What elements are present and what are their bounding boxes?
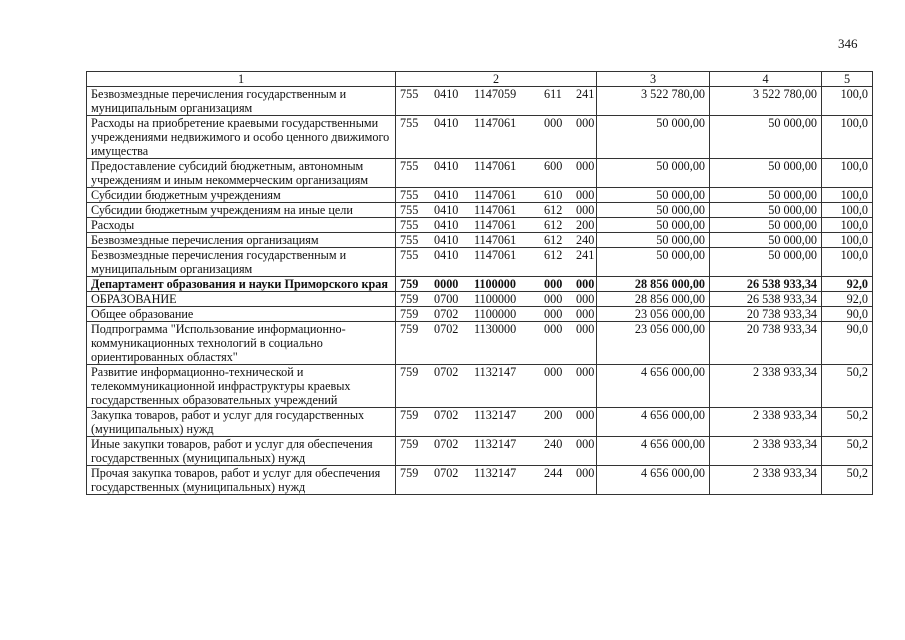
code-type: 000 [544, 307, 563, 321]
code-type: 612 [544, 203, 563, 217]
row-planned-amount: 50 000,00 [597, 159, 710, 188]
code-target: 1132147 [474, 365, 517, 379]
code-admin: 759 [400, 307, 419, 321]
code-kosgu: 000 [576, 307, 595, 321]
code-type: 611 [544, 87, 562, 101]
header-col-5: 5 [822, 72, 873, 87]
row-codes [396, 307, 597, 322]
code-target: 1100000 [474, 307, 517, 321]
row-name: Предоставление субсидий бюджетным, автономным учреждениям и иным некоммерческим организациям [87, 159, 396, 188]
code-admin: 759 [400, 277, 419, 291]
row-executed-amount: 50 000,00 [710, 116, 822, 159]
row-planned-amount: 50 000,00 [597, 188, 710, 203]
code-kosgu: 000 [576, 203, 595, 217]
table-header-row [87, 72, 873, 87]
row-percent: 100,0 [822, 116, 873, 159]
code-admin: 755 [400, 159, 419, 173]
code-type: 000 [544, 322, 563, 336]
code-section: 0410 [434, 87, 459, 101]
row-percent: 100,0 [822, 87, 873, 116]
row-executed-amount: 2 338 933,34 [710, 365, 822, 408]
row-codes [396, 248, 597, 277]
code-admin: 759 [400, 292, 419, 306]
row-percent: 100,0 [822, 218, 873, 233]
table-row [87, 248, 873, 277]
row-planned-amount: 28 856 000,00 [597, 292, 710, 307]
row-codes [396, 233, 597, 248]
row-codes [396, 188, 597, 203]
header-col-1: 1 [87, 72, 396, 87]
row-planned-amount: 50 000,00 [597, 203, 710, 218]
table-row [87, 466, 873, 495]
row-executed-amount: 20 738 933,34 [710, 307, 822, 322]
code-target: 1147061 [474, 159, 517, 173]
row-name: Субсидии бюджетным учреждениям [87, 188, 396, 203]
code-kosgu: 000 [576, 466, 595, 480]
table-row [87, 87, 873, 116]
row-planned-amount: 23 056 000,00 [597, 322, 710, 365]
row-planned-amount: 4 656 000,00 [597, 466, 710, 495]
code-kosgu: 241 [576, 87, 595, 101]
row-percent: 100,0 [822, 233, 873, 248]
code-section: 0410 [434, 203, 459, 217]
row-name: Департамент образования и науки Приморского края [87, 277, 396, 292]
table-row [87, 292, 873, 307]
code-kosgu: 000 [576, 292, 595, 306]
row-percent: 100,0 [822, 159, 873, 188]
code-admin: 755 [400, 248, 419, 262]
row-planned-amount: 4 656 000,00 [597, 408, 710, 437]
code-section: 0702 [434, 307, 459, 321]
code-kosgu: 000 [576, 322, 595, 336]
code-admin: 755 [400, 87, 419, 101]
row-percent: 50,2 [822, 365, 873, 408]
code-kosgu: 000 [576, 188, 595, 202]
code-type: 200 [544, 408, 563, 422]
table-row [87, 408, 873, 437]
code-admin: 759 [400, 466, 419, 480]
row-executed-amount: 50 000,00 [710, 203, 822, 218]
row-name: ОБРАЗОВАНИЕ [87, 292, 396, 307]
row-executed-amount: 50 000,00 [710, 159, 822, 188]
page-number: 346 [838, 36, 858, 51]
row-executed-amount: 26 538 933,34 [710, 292, 822, 307]
code-admin: 755 [400, 188, 419, 202]
row-executed-amount: 50 000,00 [710, 233, 822, 248]
row-codes [396, 408, 597, 437]
code-section: 0410 [434, 159, 459, 173]
code-kosgu: 241 [576, 248, 595, 262]
code-target: 1100000 [474, 292, 517, 306]
code-target: 1100000 [474, 277, 516, 291]
header-col-4: 4 [710, 72, 822, 87]
row-planned-amount: 50 000,00 [597, 248, 710, 277]
code-target: 1132147 [474, 437, 517, 451]
row-percent: 100,0 [822, 248, 873, 277]
code-section: 0410 [434, 233, 459, 247]
row-percent: 100,0 [822, 203, 873, 218]
row-planned-amount: 50 000,00 [597, 218, 710, 233]
row-percent: 92,0 [822, 277, 873, 292]
code-kosgu: 000 [576, 277, 595, 291]
code-kosgu: 000 [576, 437, 595, 451]
code-kosgu: 200 [576, 218, 595, 232]
code-target: 1147061 [474, 116, 517, 130]
code-section: 0410 [434, 116, 459, 130]
code-section: 0702 [434, 466, 459, 480]
code-type: 610 [544, 188, 563, 202]
table-row [87, 437, 873, 466]
code-type: 244 [544, 466, 563, 480]
row-executed-amount: 2 338 933,34 [710, 466, 822, 495]
code-target: 1132147 [474, 408, 517, 422]
row-codes [396, 437, 597, 466]
row-name: Расходы на приобретение краевыми государственными учреждениями недвижимого и особо ценного движимого имущества [87, 116, 396, 159]
row-executed-amount: 50 000,00 [710, 248, 822, 277]
code-type: 000 [544, 365, 563, 379]
code-section: 0702 [434, 437, 459, 451]
row-planned-amount: 4 656 000,00 [597, 365, 710, 408]
code-kosgu: 000 [576, 159, 595, 173]
code-kosgu: 000 [576, 408, 595, 422]
code-target: 1130000 [474, 322, 517, 336]
row-name: Подпрограмма "Использование информационно-коммуникационных технологий в социально ориентированных областях" [87, 322, 396, 365]
table-row [87, 203, 873, 218]
row-executed-amount: 2 338 933,34 [710, 437, 822, 466]
row-codes [396, 292, 597, 307]
table-row [87, 233, 873, 248]
code-admin: 759 [400, 437, 419, 451]
code-target: 1147061 [474, 203, 517, 217]
row-codes [396, 322, 597, 365]
code-section: 0702 [434, 322, 459, 336]
code-section: 0410 [434, 218, 459, 232]
code-section: 0000 [434, 277, 459, 291]
code-target: 1147061 [474, 188, 517, 202]
row-codes [396, 203, 597, 218]
code-target: 1147061 [474, 218, 517, 232]
header-col-2: 2 [396, 72, 597, 87]
table-row [87, 365, 873, 408]
row-planned-amount: 50 000,00 [597, 116, 710, 159]
row-percent: 50,2 [822, 408, 873, 437]
table-row [87, 218, 873, 233]
code-admin: 755 [400, 218, 419, 232]
row-name: Расходы [87, 218, 396, 233]
code-section: 0702 [434, 365, 459, 379]
row-percent: 92,0 [822, 292, 873, 307]
code-type: 000 [544, 116, 563, 130]
row-planned-amount: 23 056 000,00 [597, 307, 710, 322]
code-target: 1132147 [474, 466, 517, 480]
code-kosgu: 240 [576, 233, 595, 247]
code-admin: 759 [400, 408, 419, 422]
table-row [87, 116, 873, 159]
code-admin: 755 [400, 116, 419, 130]
row-percent: 50,2 [822, 437, 873, 466]
code-admin: 759 [400, 322, 419, 336]
row-executed-amount: 50 000,00 [710, 188, 822, 203]
row-name: Субсидии бюджетным учреждениям на иные цели [87, 203, 396, 218]
row-codes [396, 277, 597, 292]
row-name: Безвозмездные перечисления государственным и муниципальным организациям [87, 248, 396, 277]
row-percent: 90,0 [822, 322, 873, 365]
code-target: 1147061 [474, 233, 517, 247]
row-percent: 100,0 [822, 188, 873, 203]
row-executed-amount: 26 538 933,34 [710, 277, 822, 292]
header-col-3: 3 [597, 72, 710, 87]
table-row [87, 322, 873, 365]
code-admin: 755 [400, 203, 419, 217]
row-planned-amount: 3 522 780,00 [597, 87, 710, 116]
row-name: Иные закупки товаров, работ и услуг для обеспечения государственных (муниципальных) нужд [87, 437, 396, 466]
table-body [87, 87, 873, 495]
code-kosgu: 000 [576, 365, 595, 379]
code-type: 600 [544, 159, 563, 173]
row-name: Закупка товаров, работ и услуг для государственных (муниципальных) нужд [87, 408, 396, 437]
row-planned-amount: 28 856 000,00 [597, 277, 710, 292]
row-name: Общее образование [87, 307, 396, 322]
row-planned-amount: 4 656 000,00 [597, 437, 710, 466]
code-target: 1147061 [474, 248, 517, 262]
code-section: 0702 [434, 408, 459, 422]
row-codes [396, 466, 597, 495]
code-type: 612 [544, 218, 563, 232]
table-row [87, 277, 873, 292]
code-section: 0700 [434, 292, 459, 306]
row-codes [396, 218, 597, 233]
code-section: 0410 [434, 188, 459, 202]
code-type: 240 [544, 437, 563, 451]
table-row [87, 159, 873, 188]
code-type: 000 [544, 292, 563, 306]
row-name: Безвозмездные перечисления государственным и муниципальным организациям [87, 87, 396, 116]
row-codes [396, 159, 597, 188]
row-name: Развитие информационно-технической и телекоммуникационной инфраструктуры краевых государственных образовательных учреждений [87, 365, 396, 408]
row-executed-amount: 3 522 780,00 [710, 87, 822, 116]
code-admin: 759 [400, 365, 419, 379]
budget-table [86, 71, 873, 495]
code-section: 0410 [434, 248, 459, 262]
code-type: 612 [544, 248, 563, 262]
code-type: 000 [544, 277, 563, 291]
code-admin: 755 [400, 233, 419, 247]
table-row [87, 188, 873, 203]
row-name: Прочая закупка товаров, работ и услуг для обеспечения государственных (муниципальных) нужд [87, 466, 396, 495]
code-target: 1147059 [474, 87, 517, 101]
row-percent: 90,0 [822, 307, 873, 322]
table-row [87, 307, 873, 322]
row-codes [396, 87, 597, 116]
code-kosgu: 000 [576, 116, 595, 130]
row-percent: 50,2 [822, 466, 873, 495]
row-executed-amount: 2 338 933,34 [710, 408, 822, 437]
row-planned-amount: 50 000,00 [597, 233, 710, 248]
row-name: Безвозмездные перечисления организациям [87, 233, 396, 248]
row-codes [396, 116, 597, 159]
code-type: 612 [544, 233, 563, 247]
row-codes [396, 365, 597, 408]
row-executed-amount: 20 738 933,34 [710, 322, 822, 365]
row-executed-amount: 50 000,00 [710, 218, 822, 233]
